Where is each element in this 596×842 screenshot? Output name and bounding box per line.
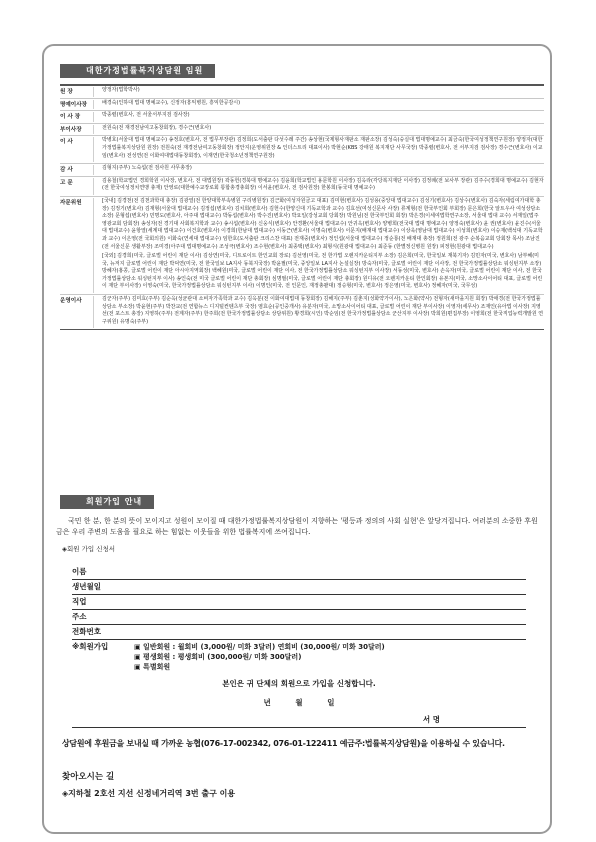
membership-option[interactable]: ▣ 특별회원 xyxy=(134,663,171,671)
officer-names xyxy=(93,137,544,162)
officer-names-paragraph: [국내] 김경천(전 김천과학대 총장) 김광열(전 한양대학부속병원 구리병원장) 김근화(여성자원금고 대표) 김미현(변호사) 김성용(중앙대 법대교수) 김성기(변호사) 김상수(변호사) 김숙자(세림여가대학 총장) 김정기(변호사) 김재형(서울대 법대교수) 김정섭(변호사) 김치희(변호사) 김헌수(한양신대 기독교학과 교수) 김효선(여성신문사 사장) 류계형(전 한국부인회 부회장) 문은희(한국 알트우사 여성상담소 소장) 문형섭(변호사) 민명도(변호사, 아주대 법대교수) 박동섭(변호사) 박수진(변호사) 박요일(강성교회 당회장) 박원님(전 한국부인회 회장) 박은경(이세여법학연구소장, 서울대 법대 교수) 서재일(법주 영광교회 담회장) 송성자(전 경기대 사회복지학과 교수) 송시섭(변호사) 신웅식(변호사) 안경환(서울대 법대교수) 안귀옥(변호사) 양병희(전국대 법대 명예교수) 양정숙(변호사) 윤 권(변호사) 윤진수(서울대 법대교수) 윤항열(세계대 법대교수) 이건호(변호사) 이경희(한남대 법대교수) 이동근(변호사) 이명숙(변호사) 이문지(배재대 법대교수) 이상욱(영남대 법대교수) 이성희(변호사) 이승재(백석대 기독교학과 교수) 이은영(전 국회의원) 이화숙(연세대 법대교수) 임한호(도서출판 크리스찬 대표) 전재중(변호사) 정인섭(서울대 법대교수) 정순룡(전 배재대 총장) 정원희(전 광주 순복음교회 당회장 목사) 조남진(전 서울신문 생활부장) 조미경(아주대 법대명예교수) 조성극(변호사) 조수현(변호사) 최종택(변호사) 최형식(원광대 법대교수) 최준동 (한별정신병원 원장) 피정현(원광대 법대교수) xyxy=(102,197,543,250)
officers-table xyxy=(60,84,544,330)
officer-row xyxy=(60,164,544,177)
officer-names xyxy=(93,165,544,175)
officer-names xyxy=(93,178,544,195)
membership-type-label: ※회원가입 xyxy=(72,642,109,651)
officer-role: 운영이사 xyxy=(60,298,82,305)
membership-section-title: 회원가입 안내 xyxy=(60,495,154,509)
officer-role: 부이사장 xyxy=(60,126,82,133)
form-title: ◈회원 가입 신청서 xyxy=(62,545,116,553)
officer-names-paragraph: 배경숙(인하대 법대 명예교수), 신정자(흥익병원, 흥익한공감시) xyxy=(102,99,241,106)
officer-names xyxy=(93,100,544,110)
officer-row xyxy=(60,124,544,137)
officer-names-paragraph: 김군자(주부) 김미효(주부) 김순옥(성균관대 소비자가족학과 교수) 김옥분(전 이화여대법대 동창회장) 김해지(주부) 김춘지(성화약가이사), 노은화(약사) 전형자(새마을지원 회장) 박애경(전 한국가정법률상담소 부소장) 박윤현(주부) 박찬교(전 연합뉴스 디지털컨텐츠부 국장) 염효순(공인중개사) 유분자(미국, 소망소사이어티 대표, 글로벌 어린이 재단 부이사장) 이영자(세무사) 조재인(유아법 이사장) 지영선(전 포스트 총장) 지영하(주부) 전계자(주부) 한주희(전 한국가정법률상담소 상담위원) 황경희(시인) 박순임(전 한국가정법률상담소 군산지부 이사장) 박희원(편집부장) 이영희(전 한국직업능력개발원 연구위원) 유명숙(주부) xyxy=(102,296,544,325)
officer-names xyxy=(93,296,544,328)
officer-role: 감 사 xyxy=(60,167,73,174)
officer-names-paragraph: 박종렬(변호사, 전 서울서부지검 검사장) xyxy=(102,112,190,119)
officer-names-paragraph: [국외] 김경희(미국, 글로벌 어린이 재단 이사) 김상연(미국, 디트로이트 한인교회 장로) 김선영(미국, 전 한가법 오렌지카운티지부 소장) 김은희(미국, 한국일보 재북기자) 김민자(미국, 변호사) 남부혜(미국, 뉴저지 글로벌 어린이 재단 박덕연(미국, 전 한국일보 LA지사 동북지국장) 박윤필(미국, 중앙일보 LA지사 논설실장) 방숙자(미국, 글로벌 어린이 재단 이사장, 전 한국가정법률상담소 워싱턴지부 소장) 방혜자(홍콩, 글로벌 어린이 재단 아시아지역회장) 백혜원(미국, 글로벌 어린이 재단 이사, 전 한국가정법률상담소 워싱턴지부 이사장) 서동성(미국, 변호사) 손옥자(미국, 글로벌 어린이 재단 이사, 전 한국가정법률상담소 워싱턴지부 이사) 송인숙(전 미국 글로벌 어린이 재단 총회장) 심명필(미국, 글로벌 어린이 재단 총회장) 원디유(전 오렌지카운티 한인회장) 유본지(미국, 소망소사이어티 대표, 글로벌 어린이 재단 부이사장) 이영숙(미국, 한국가정법률상담소 워싱턴지부 이사) 이명인(미국, 전 인문인, 재정총괄대) 정승형(미국, 변호사) 정은영(미국, 변호사) 정혜자(미국, 국무성) xyxy=(102,253,543,290)
officer-names xyxy=(93,198,544,293)
officer-names xyxy=(93,112,544,122)
directions-title: 찾아오시는 길 xyxy=(62,772,115,782)
officer-row xyxy=(60,197,544,295)
officer-names xyxy=(93,87,544,97)
officer-row xyxy=(60,111,544,124)
officer-names xyxy=(93,125,544,135)
form-field-row[interactable]: 생년월일 xyxy=(72,580,526,595)
form-field-row[interactable]: 직업 xyxy=(72,595,526,610)
officer-row xyxy=(60,177,544,197)
officers-section-title: 대한가정법률복지상담원 임원 xyxy=(60,64,215,78)
officer-row xyxy=(60,136,544,164)
membership-option[interactable]: ▣ 일반회원 : 월회비 (3,000원/ 미화 3달러) 연회비 (30,000원/ 미화 30달러) xyxy=(134,643,385,651)
officer-row xyxy=(60,86,544,99)
form-field-row[interactable]: 이름 xyxy=(72,565,526,580)
officer-row xyxy=(60,99,544,112)
officer-names-paragraph: 김형지(주부) 노숙섭(전 검사원 사무총장) xyxy=(102,165,192,172)
bank-notice: 상담원에 후원금을 보내실 때 가까운 농협(076-17-002342, 076-01-122411 예금주:법률복지상담원)을 이용하실 수 있습니다. xyxy=(62,739,505,748)
officer-role: 명예이사장 xyxy=(60,101,88,108)
membership-intro: 국민 한 분, 한 분의 뜻이 모이지고 성원이 모이질 때 대한가정법률복지상담원이 지향하는 '평등과 정의의 사회 실현'은 앞당겨집니다. 여러분의 소중한 후원금은 우리 주변의 도움을 필요로 하는 힘없는 이웃들을 위한 법률복지에 쓰여집니다. xyxy=(56,517,538,536)
pledge-text: 본인은 귀 단체의 회원으로 가입을 신청합니다. xyxy=(222,679,376,688)
membership-type xyxy=(72,640,526,672)
form-field-row[interactable]: 주소 xyxy=(72,610,526,625)
officer-role: 이 사 장 xyxy=(60,114,81,121)
officer-role: 이 사 xyxy=(60,139,73,146)
officer-names-paragraph: 전원숙(전 재경전남여고동창회장), 경수근(변호사) xyxy=(102,124,212,131)
membership-option[interactable]: ▣ 평생회원 : 평생회비 (300,000원/ 미화 300달러) xyxy=(134,653,302,661)
membership-options xyxy=(134,642,385,672)
directions-subway: ◈지하철 2호선 지선 신정네거리역 3번 출구 이용 xyxy=(62,789,236,798)
officer-role: 자문위원 xyxy=(60,199,82,206)
officer-role: 원 장 xyxy=(60,89,73,95)
officer-row xyxy=(60,295,544,329)
officer-names-paragraph: 김용철(학교법인 경희학원 이사장, 변호사, 전 대법원장) 곽동헌(경북대 명예교수) 김윤희(학교법인 용문학원 이사장) 김옥라(각당복지재단 이사장) 김정례(전 보사부 장관) 김주수(경희대 명예교수) 김현자(전 한국여성정치연맹 총재) 안영로(대한예수교장로회 통합총경총회장) 이서윤(변호사, 전 검사원장) 한봉희(동국대 명예교수) xyxy=(102,177,544,192)
membership-form xyxy=(72,565,526,728)
date-line[interactable]: 년 월 일 xyxy=(263,698,335,707)
form-field-row[interactable]: 전화번호 xyxy=(72,625,526,640)
signature-line[interactable]: 서 명 xyxy=(72,714,526,728)
officer-names-paragraph: 양정자(법학박사) xyxy=(102,87,140,93)
officer-role: 고 문 xyxy=(60,179,73,186)
officer-names-paragraph: 박병호(서울대 법대 명예교수) 송정호(변호사, 전 법무부장관) 김정희(도서출판 다섯수레 주간) 송상현(국제형사재판소 재판소장) 김성숙(숭실대 법대명예교수) 최금숙(한국여성정책연구원장) 양정자(대한가정법률복지상담원 원장) 전원숙(전 재경전남여고동창회장) 정안지(운영위원장 & 인더스트리 대표이사) 박현순(KBS 강태원 복지재단 사무국장) 박종렬(변호사, 전 서부지검 검사장) 경수근(변호사) 이교임(변호사) 전성연(전 이화여대법대동창회장), 이재연(한국청소년정책연구원장) xyxy=(102,137,543,159)
